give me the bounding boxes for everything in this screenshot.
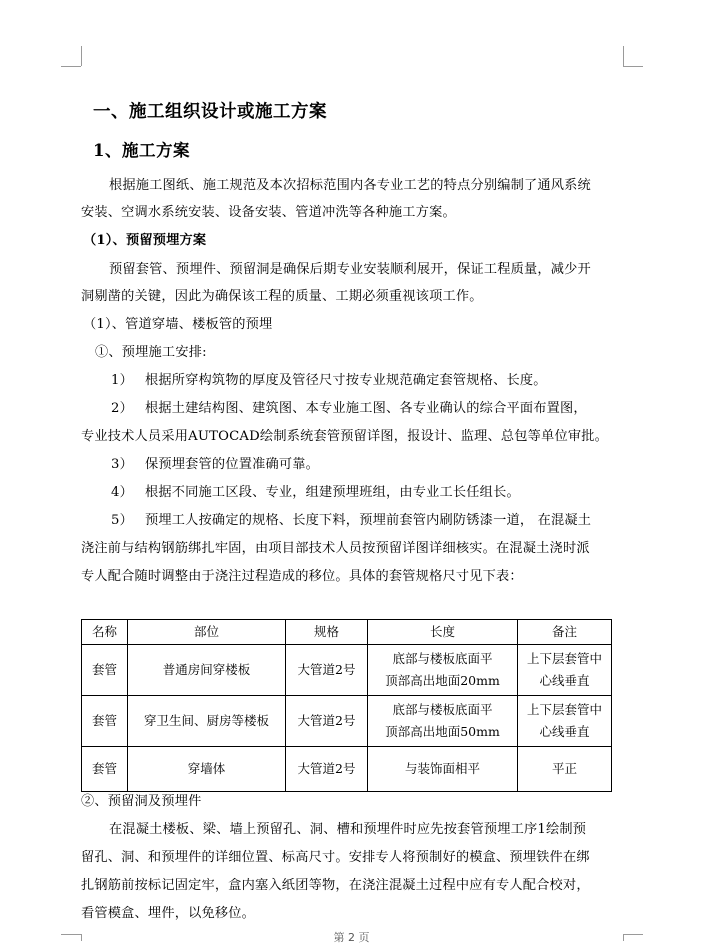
casing-spec-table <box>81 619 612 792</box>
table-cell-part: 普通房间穿楼板 <box>128 645 286 696</box>
cell-line: 上下层套管中 <box>526 702 602 717</box>
step-line: 浇注前与结构钢筋绑扎牢固，由项目部技术人员按预留详图详细核实。在混凝土浇时派 <box>81 541 590 556</box>
paragraph-line: 洞剔凿的关键，因此为确保该工程的质量、工期必须重视该项工作。 <box>81 289 483 304</box>
cell-line: 与装饰面相平 <box>404 761 480 776</box>
table-cell-length <box>368 747 518 792</box>
step-number: 2） <box>111 401 133 416</box>
table-cell-spec: 大管道2号 <box>286 696 368 747</box>
table-header-cell: 规格 <box>286 620 368 645</box>
heading-2: 1、施工方案 <box>93 141 190 160</box>
table-cell-name: 套管 <box>82 696 128 747</box>
paragraph-line: 留孔、洞、和预埋件的详细位置、标高尺寸。安排专人将预制好的模盒、预埋铁件在绑 <box>81 850 590 865</box>
corner-mark-top-right <box>623 46 624 66</box>
table-header-cell: 长度 <box>368 620 518 645</box>
cell-line: 心线垂直 <box>539 673 590 688</box>
table-cell-name: 套管 <box>82 747 128 792</box>
paragraph-line: 安装、空调水系统安装、设备安装、管道冲洗等各种施工方案。 <box>81 205 456 220</box>
table-cell-length <box>368 696 518 747</box>
table-row <box>82 696 612 747</box>
step-number: 5） <box>111 513 133 528</box>
cell-line: 上下层套管中 <box>526 651 602 666</box>
table-cell-note <box>518 696 612 747</box>
table-header-cell: 部位 <box>128 620 286 645</box>
page-number: 第 2 页 <box>333 931 370 944</box>
item-title: （1）、管道穿墙、楼板管的预埋 <box>83 317 273 332</box>
step-number: 3） <box>111 457 133 472</box>
heading-1: 一、施工组织设计或施工方案 <box>93 102 327 122</box>
table-cell-spec: 大管道2号 <box>286 645 368 696</box>
table-cell-spec: 大管道2号 <box>286 747 368 792</box>
section-title: （1）、预留预埋方案 <box>83 233 207 248</box>
cell-line: 平正 <box>551 761 577 776</box>
table-cell-name: 套管 <box>82 645 128 696</box>
cell-line: 底部与楼板底面平 <box>392 651 493 666</box>
table-cell-part: 穿卫生间、厨房等楼板 <box>128 696 286 747</box>
step-line: 保预埋套管的位置准确可靠。 <box>145 457 320 472</box>
paragraph-line: 根据施工图纸、施工规范及本次招标范围内各专业工艺的特点分别编制了通风系统 <box>109 178 591 193</box>
paragraph-line: 预留套管、预埋件、预留洞是确保后期专业安装顺利展开，保证工程质量，减少开 <box>109 262 591 277</box>
corner-mark-top-right <box>623 66 643 67</box>
step-line: 专人配合随时调整由于浇注过程造成的移位。具体的套管规格尺寸见下表： <box>81 569 523 584</box>
cell-line: 顶部高出地面50mm <box>385 724 500 739</box>
corner-mark-top-left <box>61 66 81 67</box>
step-line: 预埋工人按确定的规格、长度下料，预埋前套管内刷防锈漆一道， 在混凝土 <box>145 513 592 528</box>
table-header-cell: 名称 <box>82 620 128 645</box>
step-number: 1） <box>111 373 133 388</box>
table-header-cell: 备注 <box>518 620 612 645</box>
table-cell-part: 穿墙体 <box>128 747 286 792</box>
table-header-row <box>82 620 612 645</box>
paragraph-line: 扎钢筋前按标记固定牢，盒内塞入纸团等物，在浇注混凝土过程中应有专人配合校对， <box>81 878 590 893</box>
cell-line: 顶部高出地面20mm <box>385 673 500 688</box>
table-cell-note <box>518 645 612 696</box>
table-cell-length <box>368 645 518 696</box>
step-line: 根据所穿构筑物的厚度及管径尺寸按专业规范确定套管规格、长度。 <box>145 373 547 388</box>
point-title: ②、预留洞及预埋件 <box>81 794 202 809</box>
point-title: ①、预埋施工安排: <box>95 345 207 360</box>
table-row <box>82 645 612 696</box>
step-line: 根据不同施工区段、专业，组建预埋班组，由专业工长任组长。 <box>145 485 520 500</box>
corner-mark-top-left <box>81 46 82 66</box>
cell-line: 底部与楼板底面平 <box>392 702 493 717</box>
step-line: 专业技术人员采用AUTOCAD绘制系统套管预留详图，报设计、监理、总包等单位审批。 <box>81 429 609 444</box>
paragraph-line: 在混凝土楼板、梁、墙上预留孔、洞、槽和预埋件时应先按套管预埋工序1绘制预 <box>109 822 587 837</box>
cell-line: 心线垂直 <box>539 724 590 739</box>
table-cell-note <box>518 747 612 792</box>
table-row <box>82 747 612 792</box>
step-line: 根据土建结构图、建筑图、本专业施工图、各专业确认的综合平面布置图， <box>145 401 587 416</box>
paragraph-line: 看管模盒、埋件，以免移位。 <box>81 906 256 921</box>
step-number: 4） <box>111 485 133 500</box>
